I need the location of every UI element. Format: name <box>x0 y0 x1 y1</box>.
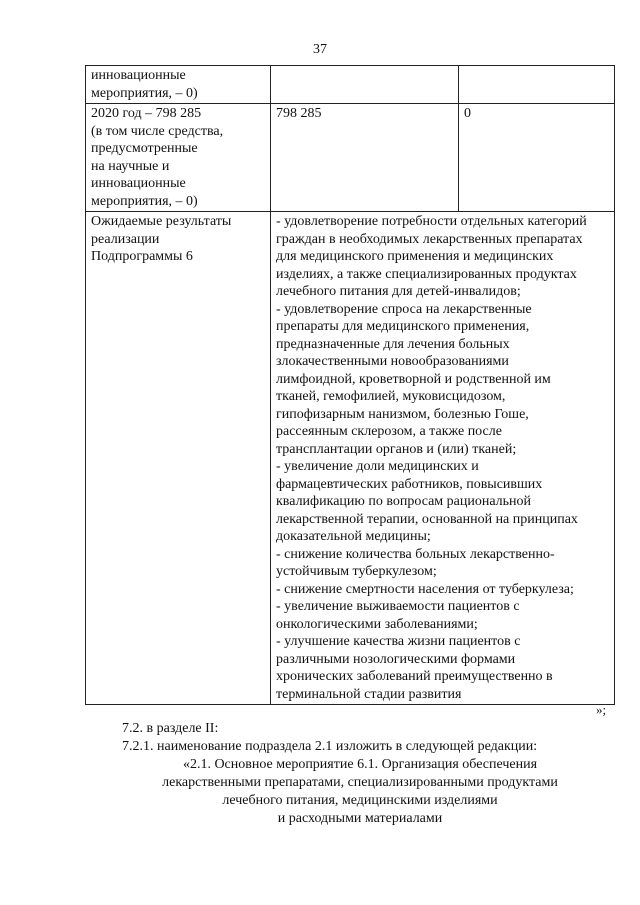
cell-line: 2020 год – 798 285 <box>91 106 202 121</box>
cell-line: - улучшение качества жизни пациентов с <box>276 634 521 649</box>
closing-quote-mark: »; <box>596 702 607 717</box>
cell-line: на научные и <box>91 158 170 174</box>
cell-line: фармацевтических работников, повысивших <box>276 476 543 492</box>
cell-line: - снижение количества больных лекарственно- <box>276 546 555 562</box>
cell-line: для медицинского применения и медицинских <box>276 249 554 264</box>
cell-line: инновационные <box>91 176 186 191</box>
cell-line: различными нозологическими формами <box>276 651 516 667</box>
cell-line: терминальной стадии развития <box>276 686 462 702</box>
cell-line: изделиях, а также специализированных продуктах <box>276 266 577 282</box>
cell-line: лекарственной терапии, основанной на принципах <box>276 511 578 527</box>
quote-line: лекарственными препаратами, специализированными продуктами <box>162 775 558 790</box>
cell-line: доказательной медицины; <box>276 529 431 544</box>
table-cell <box>271 66 459 104</box>
table-cell <box>271 104 459 212</box>
cell-line: инновационные <box>91 68 186 83</box>
cell-line: - удовлетворение потребности отдельных категорий <box>276 214 587 229</box>
cell-value: 0 <box>464 106 471 121</box>
table-cell <box>459 104 615 212</box>
cell-line: реализации <box>91 231 160 247</box>
amendment-text: 7.2.1. наименование подраздела 2.1 изложить в следующей редакции: <box>122 739 538 754</box>
cell-value: 798 285 <box>276 106 322 121</box>
table-cell <box>86 104 271 212</box>
cell-line: квалификацию по вопросам рациональной <box>276 494 532 509</box>
cell-line: трансплантации органов и (или) тканей; <box>276 441 517 457</box>
cell-line: Подпрограммы 6 <box>91 249 193 264</box>
cell-line: (в том числе средства, <box>91 123 224 139</box>
table-cell <box>86 212 271 705</box>
table-cell <box>459 66 615 104</box>
cell-line: предусмотренные <box>91 141 198 156</box>
table-row <box>86 212 615 705</box>
quote-line: и расходными материалами <box>277 811 443 826</box>
cell-line: гипофизарным нанизмом, болезнью Гоше, <box>276 406 529 422</box>
table-row <box>86 104 615 212</box>
cell-line: мероприятия, – 0) <box>91 85 198 101</box>
cell-line: лимфоидной, кроветворной и родственной им <box>276 371 551 387</box>
quoted-title <box>140 756 580 828</box>
program-table <box>85 65 615 705</box>
cell-line: - увеличение выживаемости пациентов с <box>276 599 520 614</box>
section-heading: 7.2. в разделе II: <box>122 721 219 736</box>
cell-line: лечебного питания для детей-инвалидов; <box>276 284 521 299</box>
cell-line: - удовлетворение спроса на лекарственные <box>276 301 532 317</box>
cell-line: - снижение смертности населения от туберкулеза; <box>276 581 574 597</box>
cell-line: - увеличение доли медицинских и <box>276 459 479 474</box>
cell-line: онкологическими заболеваниями; <box>276 616 478 632</box>
cell-line: рассеянным склерозом, а также после <box>276 424 502 439</box>
cell-line: мероприятия, – 0) <box>91 193 198 209</box>
table-row <box>86 66 615 104</box>
cell-line: препараты для медицинского применения, <box>276 319 530 334</box>
quote-line: «2.1. Основное мероприятие 6.1. Организация обеспечения <box>182 757 538 772</box>
cell-line: предназначенные для лечения больных <box>276 336 510 352</box>
expected-results-cell <box>271 212 615 705</box>
cell-line: хронических заболеваний преимущественно в <box>276 669 553 684</box>
cell-line: тканей, гемофилией, муковисцидозом, <box>276 389 506 404</box>
page-number: 37 <box>313 42 327 57</box>
table-cell <box>86 66 271 104</box>
cell-line: Ожидаемые результаты <box>91 214 232 229</box>
quote-line: лечебного питания, медицинскими изделиями <box>222 793 498 808</box>
cell-line: устойчивым туберкулезом; <box>276 564 437 579</box>
cell-line: граждан в необходимых лекарственных препаратах <box>276 231 583 247</box>
cell-line: злокачественными новообразованиями <box>276 354 509 369</box>
